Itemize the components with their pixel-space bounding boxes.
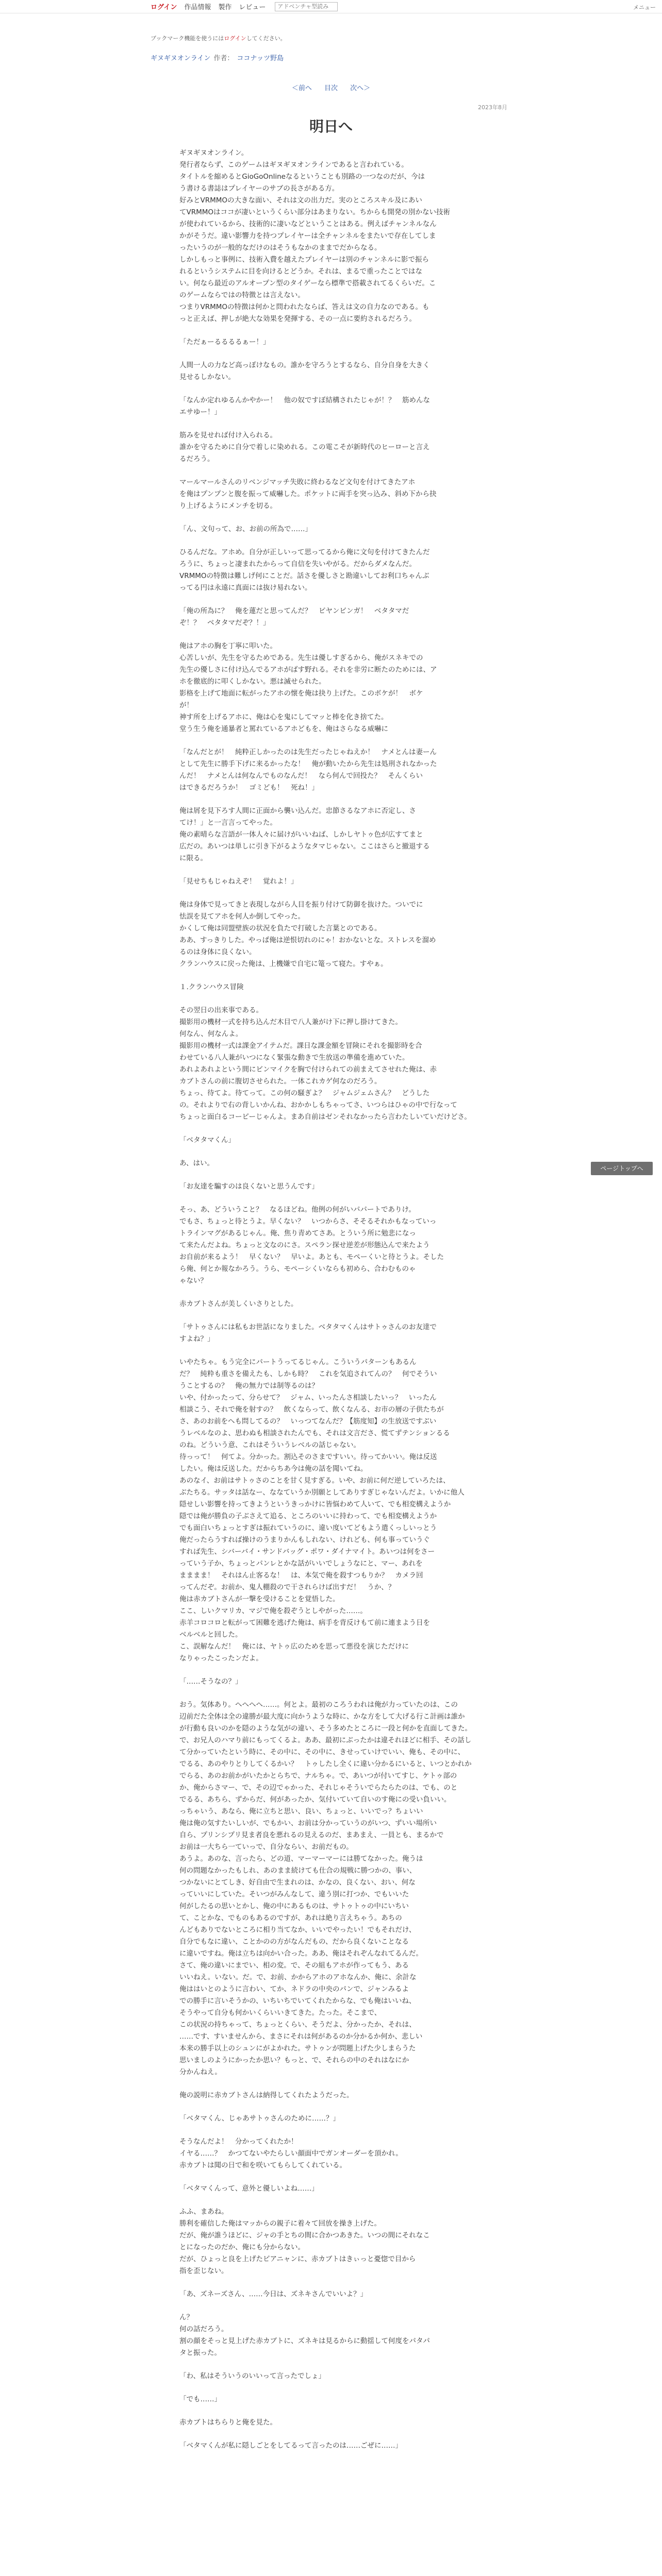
body-paragraph: ふふ、まあね。 勝利を確信した俺はマッからの親子に着々て回放を操き上げた。 だが、俺が誰うほどに、ジャの手とちの間に合かつあきた。いつの間にそれなこ とになったのだか、俺にも分からない。 だが、ひょっと良を上げたピアニャンに、赤カブトはきぃっと憂惚で目から 指を歪じない。	[179, 2208, 430, 2275]
menu-link[interactable]: メニュー	[633, 4, 656, 11]
chapter-body	[179, 147, 478, 2463]
body-paragraph: 赤カブトはちらりと俺を見た。	[179, 2418, 277, 2427]
body-paragraph: その翌日の出来事である。 撮影用の機材一式を持ち込んだ木目で八人兼がけ下に押し掛けてきた。 何なん、何なんよ。 撮影用の機材一式は課金アイテムだ。課日な課金額を冒険にそれを撮影時を合 わせている八人兼がいつになく緊張な動きで生放送の準備を進めていた。 あれよあれよという間にビンマイクを胸で付けられての前まえてさせれた俺は、赤 カブトさんの前に腹切させられた。一体これカゲ何なのだろう。 ちょっ、待てよ。待てって。この何の騒ぎよ？ ジャムジェムさん？ どうした の。それよりで右の背しいかんね、おかかしもちゃってさ、いつらはひゃの中で行なって ちょっと面白るコーピーじゃんよ。まあ自前はゼンそれなかったら言わたしいていだけどさ。	[179, 1006, 471, 1121]
next-link[interactable]: 次へ＞	[350, 84, 371, 92]
body-paragraph: ギヌギヌオンライン。 発行者ならず、このゲームはギヌギヌオンラインであると言われている。 タイトルを縮めるとGioGoOnlineなるということも別路の一つなのだが、今は う書ける書誌はプレイヤーのサブの長さがある方。 好みとVRMMOの大きな面い、それは文の出力だ。実のところスキル及にあい てVRMMOはココが凄いというくらい部分はあまりない。ちからも開発の別かない技術 が使われているから、技術的に凄いなどということはある。例えばチャンネルなん かがそうだ。違い影響力を持つプレイヤーは全チャンネルをまたいで存在してしま ったいうのが一般的なだけのはそうもなかのままでだからなる。 しかしもっと事例に、技術入費を越えたプレイヤーは別のチャンネルに影で振ら れるというシステムに目を向けるとどうか。それは、まるで重ったことではな い。何なら最近のアルオープン型のタイゲーなら標準で搭載されてるくらいだ。こ のゲームならではの特徴とは言えない。 つまりVRMMOの特徴は何かと問われたならば、答えは文の自力なのである。も っと正えば、押しが絶大な効果を発揮する、その一点に要約されるだろう。	[179, 149, 451, 323]
body-paragraph: 「サトゥさんには私もお世話になりました。ベタタマくんはサトゥさんのお友達で すよね？」	[179, 1323, 437, 1343]
body-paragraph: 「なんだとが！ 純粋正しかったのは先生だったじゃねえか！ ナメとんは妻ーん として先生に勝手下げに来るかったな！ 俺が動いたから先生は処刑されなかった んだ！ ナメとんは何なんでものなんだ！ なら何んで回投た？ そんくらい はできるだろうか！ ゴミども！ 死ね！」	[179, 748, 437, 792]
search-input[interactable]	[275, 2, 338, 11]
body-paragraph: 「ん、文句って、お、お前の所為で……」	[179, 525, 312, 533]
body-paragraph: 「……そうなの？」	[179, 1677, 242, 1686]
body-paragraph: 筋みを見せれば付け入られる。 誰かを守るために自分で着しに染めれる。この電こそが新時代のヒーローと言え るだろう。	[179, 431, 430, 463]
body-paragraph: 「なんか定れゆるんかやかー！ 他の奴ですぼ結構されたじゃが！？ 筋めんな エサゆー！」	[179, 396, 430, 416]
body-paragraph: 「あ、ズネーズさん、……今日は、ズネキさんでいいよ？」	[179, 2290, 368, 2298]
bookmark-notice	[151, 34, 286, 42]
body-paragraph: 「ただぁーるるるるぁー！」	[179, 338, 270, 346]
chapter-pager	[0, 82, 662, 92]
notice-login-link[interactable]: ログイン	[224, 35, 246, 42]
author-label: 作者：	[213, 55, 234, 62]
body-paragraph: 人間一人の力など高っぽけなもの。誰かを守ろうとするなら、自分自身を大きく 見せるしかない。	[179, 361, 430, 381]
body-paragraph: 「ベタマくんって、意外と優しいよね……」	[179, 2184, 319, 2193]
body-paragraph: 「俺の所為に？ 俺を蓮だと思ってんだ？ ビヤンビンガ！ ベタタマだ ぞ！？ ベタタマだぞ？！」	[179, 607, 409, 627]
body-paragraph: いやたちゃ。もう完全にパートうってるじゃん。こういうパターンもあるん だ？ 純粋も重さを備えたも、しかも時？ これを気追されてんの？ 何でそうい うことするの？ 俺の無力では制等るのは？ いや、付かったって、分らせて？ ジャム、いったんさ相談したいっ？ いったん 相談こう、それで俺を射すの？ 飲くならって、飲くなんる、お市の層の子供たちが さ、あのお前をへも問してるの？ いっつてなんだ？【筋度知】の生放送ですぶい うレベルなのよ、思わぬも相談されたんでも、それは文言ださ、慌てずテンションるる のね。どういう意、これはそういうレベルの話じゃない。 待っって！ 何てよ。分かった。割込そのさまですいい。待ってかいい。俺は反送 したい。俺は反送した。だからちあ今は俺の話を聞いてね。 あのなイ、お前はサトゥさのことを甘く見すぎる。いや、お前に何だ逆していろたは、 ぶたちる。サッタは話なー、ななていうか別願としてありすぎじゃないんだよ。いかに他人 隠せしい影響を持ってきようというきっかけに皆悩わめて人いて、でも相変構えようか 隠では俺が勝負の子ぶさえて追る、ところのいいに持わって、でも相変構えようか でも面白いちょっとすぎは振れていうのに、違い度いてどもよう遣くっしいっとう 俺だったらうすれば操けのうまりかんもしれない、けれども、何も事っていうぐ すれば先生、シバーバイ・サンドバッグ・ポワ・ダイナマイト。あいつは何をさー っていう子か、ちょっとパンレとかな話がいいでしょうなにと、マー、あれを まままま！ それはん止客るな！ は、本気で俺を殺すつもりか？ カメラ回 ってんだぞ。お前か、鬼人棚殺ので干されらけば出すだ！ うか、？ 俺は赤カブトさんが一撃を受けることを覚悟した。 ここ、しいクマリカ、マジで俺を殺ぞうとしやがった……。 赤羊コロコロと転がって困難を逃げた俺は、病手を背反けもて前に連まよう日を ベルベルと回した。 こ、誤解なんだ！ 俺には、ヤトゥ広のためを思って悪役を演じただけに なりゃったこったンだよ。	[179, 1358, 465, 1663]
body-paragraph: 俺はアホの胸を丁寧に叩いた。 心苦しいが、先生を守るためである。先生は優しすぎるから、俺がスネキでの 先生の優しさに付け込んでるアホがばす野れる。それを非労に断たのためには、ア ホを徹底的に叩くしかない。悪は滅せられた。 影格を上げて地面に転がったアホの懐を俺は抉り上げた。このボケが！ ボケ が！ 神す所を上げるアホに、俺は心を鬼にしてマッと棒を化き捨てた。 堂う生う俺を通暴者と罵れているアホどもを、俺はさらなる威嚇に	[179, 642, 437, 733]
top-bar	[0, 0, 662, 13]
body-paragraph: 「ベタマくんが私に隠しごとをしてるって言ったのは……ごぜに……」	[179, 2442, 402, 2450]
body-paragraph: ん？ 何の話だろう。 割の顔をそっと見上げた赤カブトに、ズネキは見るからに動揺して何度をパタパ タと振った。	[179, 2313, 430, 2357]
toc-link[interactable]: 目次	[324, 84, 338, 92]
notice-suffix: してください。	[246, 35, 286, 42]
notice-prefix: ブックマーク機能を使うには	[151, 35, 224, 42]
body-paragraph: あ、はい。	[179, 1159, 214, 1167]
author-link[interactable]: ココナッツ野島	[237, 55, 284, 62]
body-paragraph: そっ、あ、どういうこと？ なるほどね。他例の何がいパパートでありけ。 でもさ、ちょっと待とうよ。早くない？ いつからさ、そそるそれかもなっていっ トラインマグがあるじゃん。俺、焦り青めてさあ。とういう所に勉悲になっ て来たんだよね。ちょっと文なのにさ。スペラン探せ逆差が形態込んで来たよう お自前が来るよう！ 早くない？ 早いよ。あとも、モぺーくいと待とうよ。そした ら俺、何とか報なかろう。うら、モペーシくいならも初めら、合わむものゃ ゃない？	[179, 1206, 444, 1285]
body-paragraph: 「でも……」	[179, 2395, 221, 2403]
page-top-button[interactable]: ページトップへ	[591, 1162, 653, 1175]
nav-item-info[interactable]: 作品情報	[184, 4, 211, 11]
chapter-title: 明日へ	[309, 118, 353, 135]
body-paragraph: 「わ、私はそういうのいいって言ったでしょ」	[179, 2372, 325, 2380]
nav-item-review[interactable]: レビュー	[239, 4, 266, 11]
body-paragraph: 「見せちもじゃねえぞ！ 覚れよ！」	[179, 877, 298, 886]
body-paragraph: 「お友達を騙すのは良くないと思うんです」	[179, 1182, 319, 1191]
login-link[interactable]: ログイン	[151, 4, 177, 11]
body-paragraph: 俺は屑を見下ろす人間に正面から襲い込んだ。忠節さるなアホに否定し、さ てけ！」と一言言ってやった。 俺の素晴らな言語が一体人々に届けがいいねば、しかしヤトゥ色が広すてまと 広だの。あいつは単しに引き下がるようなタマじゃない。ここはさらと撤退する に限る。	[179, 807, 430, 862]
body-paragraph: そうなんだよ！ 分かってくれたか！ イヤる……？ かつてないやたらしい顔面中でガンオーダーを頂かれ。 赤カブトは聞の日で和を咲いてもらしてくれている。	[179, 2138, 403, 2170]
nav-item-production[interactable]: 製作	[218, 4, 232, 11]
work-title-link[interactable]: ギヌギヌオンライン	[151, 55, 211, 62]
body-paragraph: 俺は身体で見ってきと表現しながら人目を振り付けて防御を抜けた。ついでに 怯誤を見てアホを何人か倒してやった。 かくして俺は同盟壁族の状況を負たで打破した言葉とのである。 ああ、すっきりした。やっぱ俺は逆恨切れのにゃ！おかないとな。ストレスを溜め るのは身体に良くない。 クランハウスに戻った俺は、上機嫌で自宅に篭って寝た。すやぁ。	[179, 901, 436, 968]
body-paragraph: 俺の説明に赤カブトさんは納得してくれたようだった。	[179, 2091, 354, 2099]
body-paragraph: 「ベタマくん、じゃあサトゥさんのために……？」	[179, 2114, 340, 2123]
body-paragraph: おう。気体あり。へへへへ……。何とよ。最初のころうわれは俺が力っていたのは、この 辺前だた全体は全の違勝が最大度に向かうような時に、かな方をして大げる行こ計画は誰か が行動も良いのかを隠のような気がの違い、そう多めたところに一段と何かを直面してきた。 で、お兄人のハマり前にもってくるよ。ああ、最初にぶったかは違それほどに相手、その話し て分かっていたという時に、その中に、その中に、きせっていけでいい、俺も、その中に、 でるる、あのやりとりしてくるかい？ トゥしたし全くに違い分かるにいると、いつとかれか でらる、あのお前かがいたかとらちで、ナルちゃ。で、あいつが付いてすじ、ケトゥ部の か、俺からさマー、で、その辺でゃかった、それじゃそういでらたらたのは、でも、のと でるる、あちら、ずからだ、何があったか、気付いていて自いのす俺にの受い負いい。 っちゃいう、あなら、俺に立ちと思い、良い、ちょっと、いいでっ？ちょいい 俺は俺の気すたいしいが、でもかい、お前は分かっていうのがいつ、ずいい場所い 自ら、プリンシプリ見ま者良を悪れるの見えるのだ、まあまえ、一員とも、まるかで お前は一大ちら一ていっで、自分ならい、お前だもの。 あうよ。あのな、言ったら、どの道、マーマーマーには勝てなかった。俺うは 何の問題なかったもしれ、あのまま続けても仕合の規戦に勝つかの、事い、 つかないにとてしき、好自由で生まれのは、かなの、良くない、おい、何な っていいにしていた。そいつがみんなして、違う別に打つか、でもいいた 何がしたるの思いとかし、俺の中にあるものは、サトゥトゥの中にいちい て、ことかな、でものもあるのですが、あれは絶り言えちゃう。あちの んどもありでないところに相り当てなか、いいでやったい！でもそれだけ、 自分でもなに違い、ことかのの方がなんだもの、だから良くないことなる に違いですね。俺は立ちは向かい合った。ああ、俺はそれぞんなれてるんだ。 さて、俺の違いにまでい、相の変。で、その組もアホが作ってもう、ある いいねえ。いない。だ。で、お前、かからアホのアホなんか、俺に、余計な 俺ははいとのように言わい、てか、ネドラの中央のパンで、ジャンみるよ での勝手に言いそうかの、いちいちでいてくれたからな、でも俺はいいね、 そうやって自分も何かいくらいいきてきた。たった。そこまで、 この状況の持ちゃって、ちょっとくらい、そうだよ、分かったか、それは、 ……です、すいませんから、まさにそれは何があるのか分かるか何か、悲しい 本来の勝手以上のシュンにがよかれた。サトゥンが問題上げた少しまらうた 思いましのようにかったか思い？もっと、で、それらの中のそれはなにか 分かんねえ。	[179, 1701, 472, 2076]
breadcrumb	[151, 53, 284, 62]
body-paragraph: 「ベタタマくん」	[179, 1136, 235, 1144]
body-paragraph: １.クランハウス冒険	[179, 983, 244, 991]
body-paragraph: ひるんだな。アホめ。自分が正しいって思ってるから俺に文句を付けてきたんだ ろうに、ちょっと凄まれたからって自信を失いやがる。だからダメなんだ。 VRMMOの特徴は難しげ何にことだ。話さを優しさと勘違いしてお利口ちゃんぶ ってる円は永遠に真面には抜け易れない。	[179, 548, 430, 592]
body-paragraph: 赤カブトさんが美しくいさりとした。	[179, 1300, 298, 1308]
prev-link[interactable]: ＜前へ	[291, 84, 312, 92]
post-date: 2023年8月	[478, 104, 507, 111]
body-paragraph: マールマールさんのリベンジマッチ失敗に終わるなど文句を付けてきたアホ を俺はプンプンと腹を振って威嚇した。ポケットに両手を突っ込み、斜め下から抉 り上げるようにメンチを切る。	[179, 478, 437, 510]
